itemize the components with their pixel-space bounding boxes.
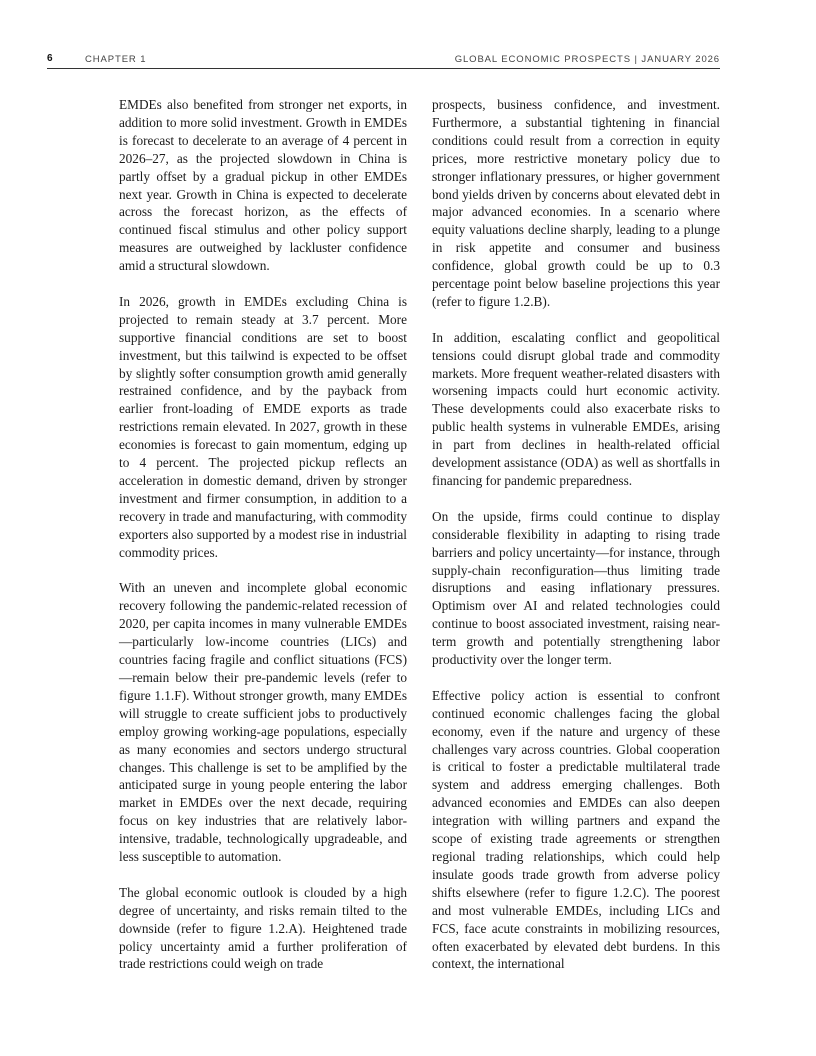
paragraph: EMDEs also benefited from stronger net exports, in addition to more solid investment. Growth in EMDEs is forecast to decelerate to an average of 4 percent in 2026–27, as the projected slowdown in China is partly offset by a gradual pickup in other EMDEs next year. Growth in China is expected to decelerate across the forecast horizon, as the effects of continued fiscal stimulus and other policy support measures are outweighed by lackluster confidence amid a structural slowdown. [119, 97, 407, 274]
chapter-label: CHAPTER 1 [85, 54, 147, 65]
paragraph: In addition, escalating conflict and geopolitical tensions could disrupt global trade and commodity markets. More frequent weather-related disasters with worsening impacts could hurt economic activity. These developments could also exacerbate risks to public health systems in vulnerable EMDEs, arising in part from declines in health-related official development assistance (ODA) as well as shortfalls in financing for pandemic preparedness. [432, 329, 720, 489]
page-number: 6 [47, 53, 53, 64]
paragraph: prospects, business confidence, and investment. Furthermore, a substantial tightening in financial conditions could result from a correction in equity prices, more restrictive monetary policy due to stronger inflationary pressures, or higher government bond yields driven by concerns about elevated debt in major advanced economies. In a scenario where equity valuations decline sharply, leading to a plunge in risk appetite and consumer and business confidence, global growth could be up to 0.3 percentage point below baseline projections this year (refer to figure 1.2.B). [432, 97, 720, 309]
paragraph: With an uneven and incomplete global economic recovery following the pandemic-related recession of 2020, per capita incomes in many vulnerable EMDEs—particularly low-income countries (LICs) and countries facing fragile and conflict situations (FCS)—remain below their pre-pandemic levels (refer to figure 1.1.F). Without stronger growth, many EMDEs will struggle to create sufficient jobs to productively employ growing working-age populations, especially as many economies and sectors undergo structural changes. This challenge is set to be amplified by the anticipated surge in young people entering the labor market in EMDEs over the next decade, requiring focus on key industries that are relatively labor-intensive, tradable, technologically upgradeable, and less susceptible to automation. [119, 580, 407, 865]
right-text-column [432, 96, 720, 991]
paragraph: On the upside, firms could continue to display considerable flexibility in adapting to rising trade barriers and policy uncertainty—for instance, through supply-chain reconfiguration—thus limiting trade disruptions and easing inflationary pressures. Optimism over AI and related technologies could continue to boost associated investment, raising near-term growth and potentially strengthening labor productivity over the longer term. [432, 508, 720, 668]
paragraph: Effective policy action is essential to confront continued economic challenges facing the global economy, even if the nature and urgency of these challenges vary across countries. Global cooperation is critical to foster a predictable multilateral trade system and address emerging challenges. Both advanced economies and EMDEs can also deepen integration with willing partners and expand the scope of existing trade agreements or strengthen regional trading relationships, which could help insulate goods trade growth from adverse policy shifts elsewhere (refer to figure 1.2.C). The poorest and most vulnerable EMDEs, including LICs and FCS, face acute constraints in mobilizing resources, often exacerbated by elevated debt burdens. In this context, the international [432, 687, 720, 972]
paragraph: In 2026, growth in EMDEs excluding China is projected to remain steady at 3.7 percent. More supportive financial conditions are set to boost investment, but this tailwind is expected to be offset by slightly softer consumption growth amid generally restrained confidence, and by the payback from earlier front-loading of EMDE exports as trade restrictions remain elevated. In 2027, growth in these economies is forecast to gain momentum, edging up to 4 percent. The projected pickup reflects an acceleration in domestic demand, driven by stronger investment and firmer consumption, in addition to a recovery in trade and manufacturing, with commodity exporters also supported by a modest rise in industrial commodity prices. [119, 293, 407, 560]
paragraph: The global economic outlook is clouded by a high degree of uncertainty, and risks remain tilted to the downside (refer to figure 1.2.A). Heightened trade policy uncertainty amid a further proliferation of trade restrictions could weigh on trade [119, 884, 407, 972]
publication-title: GLOBAL ECONOMIC PROSPECTS | JANUARY 2026 [454, 54, 720, 65]
left-text-column [119, 96, 407, 991]
running-header [47, 52, 720, 69]
